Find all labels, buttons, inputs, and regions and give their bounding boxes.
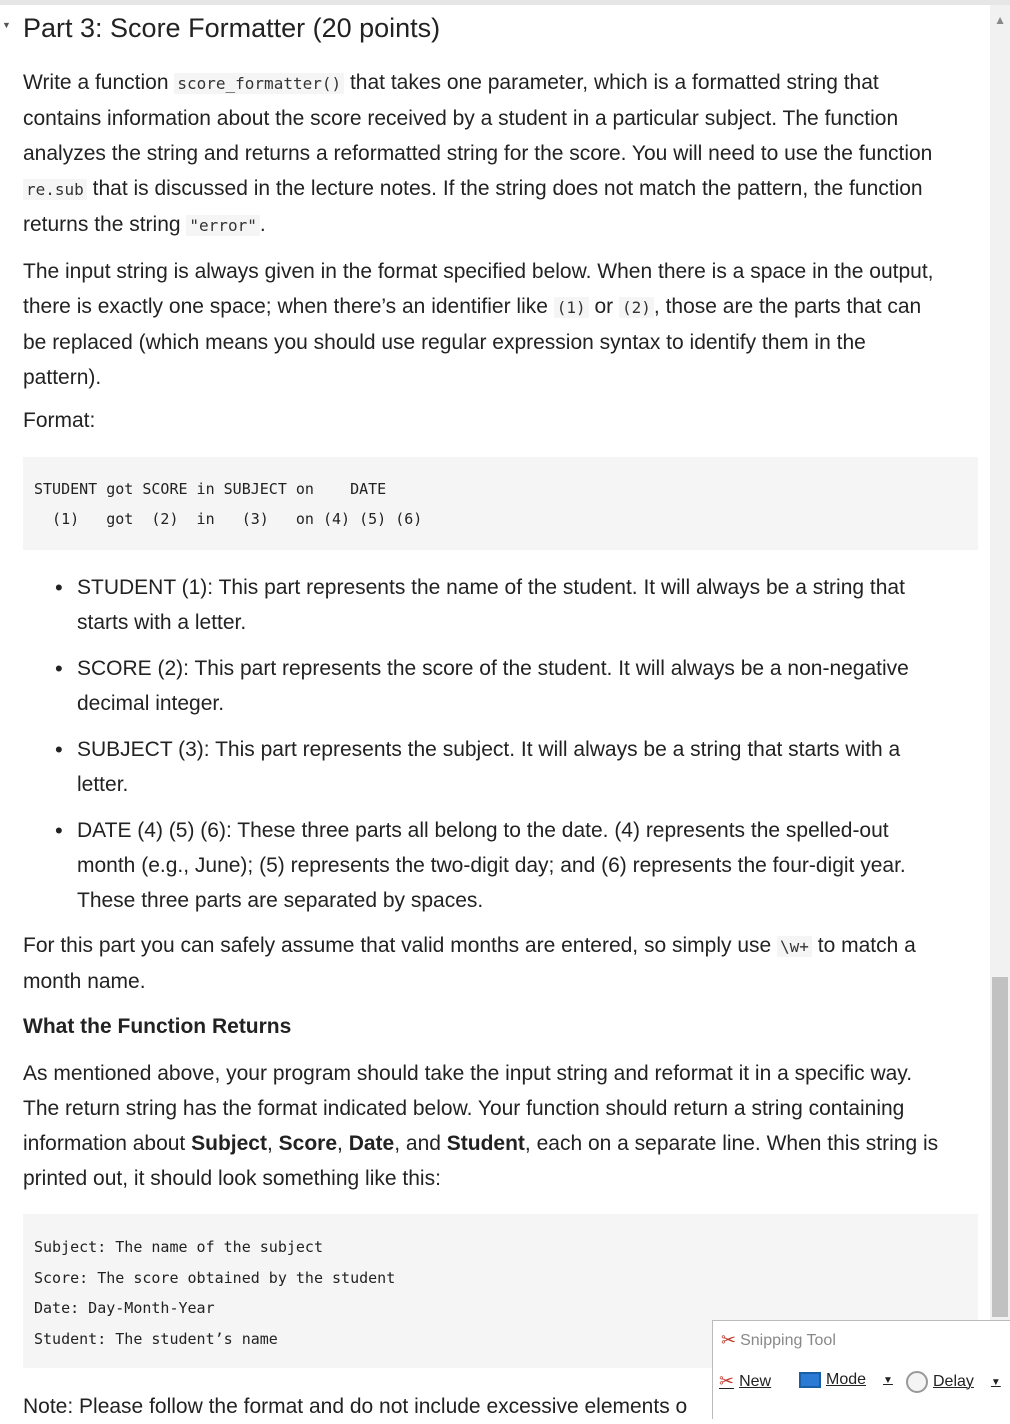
new-snip-button[interactable]: ✂ New [719, 1371, 772, 1391]
clock-icon [906, 1371, 928, 1393]
scissors-icon: ✂ [721, 1330, 737, 1350]
returns-paragraph: As mentioned above, your program should take the input string and reformat it in a specific way. The return string has the format indicated below. Your function should return a string containing information about Subject, Score, Date, and Student, each on a separate line. When this string is printed out, it should look something like this: [23, 1062, 939, 1190]
list-item: • SCORE (2): This part represents the score of the student. It will always be a non-negative decimal integer. [77, 651, 967, 721]
scrollbar[interactable] [990, 5, 1010, 1418]
intro-paragraph-1: Write a function score_formatter() that takes one parameter, which is a formatted string that contains information about the score received by a student in a particular subject. The function analyzes the string and returns a reformatted string for the score. You will need to use the function re.sub that is discussed in the lecture notes. If the string does not match the pattern, the function returns the string "error" . [23, 71, 933, 236]
section-title: Part 3: Score Formatter (20 points) [23, 13, 441, 43]
chevron-down-icon: ▼ [883, 1374, 893, 1386]
note-paragraph: Note: Please follow the format and do not include excessive elements o [23, 1395, 688, 1418]
function-name-code: score_formatter() [174, 73, 344, 94]
chevron-down-icon: ▼ [990, 1376, 1001, 1388]
top-border [0, 0, 1010, 5]
output-code-block: Subject: The name of the subject Score: The score obtained by the student Date: Day-Month-Year Student: The student’s name [23, 1214, 978, 1368]
snipping-toolbar [713, 1363, 1010, 1403]
scissors-icon: ✂ [719, 1371, 735, 1391]
list-item: • STUDENT (1): This part represents the name of the student. It will always be a string that starts with a letter. [77, 570, 967, 640]
scroll-up-icon[interactable]: ▲ [994, 13, 1006, 27]
collapse-triangle-icon[interactable]: ▼ [2, 20, 11, 30]
snipping-tool-titlebar: ✂ Snipping Tool [721, 1330, 836, 1350]
scrollbar-thumb[interactable] [992, 977, 1008, 1317]
error-string-code: "error" [186, 215, 259, 236]
returns-heading: What the Function Returns [23, 1015, 292, 1038]
mode-button[interactable]: Mode ▼ [799, 1371, 893, 1389]
delay-button[interactable]: Delay ▼ [906, 1371, 1001, 1393]
word-regex-code: \w+ [777, 936, 812, 957]
format-label: Format: [23, 409, 96, 432]
list-item: • DATE (4) (5) (6): These three parts all belong to the date. (4) represents the spelled-out month (e.g., June); (5) represents the two-digit day; and (6) represents the four-digit year. These three parts are separated by spaces. [77, 813, 967, 918]
list-item: • SUBJECT (3): This part represents the subject. It will always be a string that starts with a letter. [77, 732, 967, 802]
mode-icon [799, 1372, 821, 1388]
snipping-tool-window[interactable] [712, 1320, 1010, 1419]
format-code-block: STUDENT got SCORE in SUBJECT on DATE (1) got (2) in (3) on (4) (5) (6) [23, 457, 978, 550]
months-paragraph: For this part you can safely assume that valid months are entered, so simply use \w+ to match a month name. [23, 934, 916, 993]
intro-paragraph-2: The input string is always given in the format specified below. When there is a space in the output, there is exactly one space; when there’s an identifier like (1) or (2) , those are the parts that can be replaced (which means you should use regular expression syntax to identify them in the pattern). [23, 260, 934, 389]
re-sub-code: re.sub [23, 179, 87, 200]
